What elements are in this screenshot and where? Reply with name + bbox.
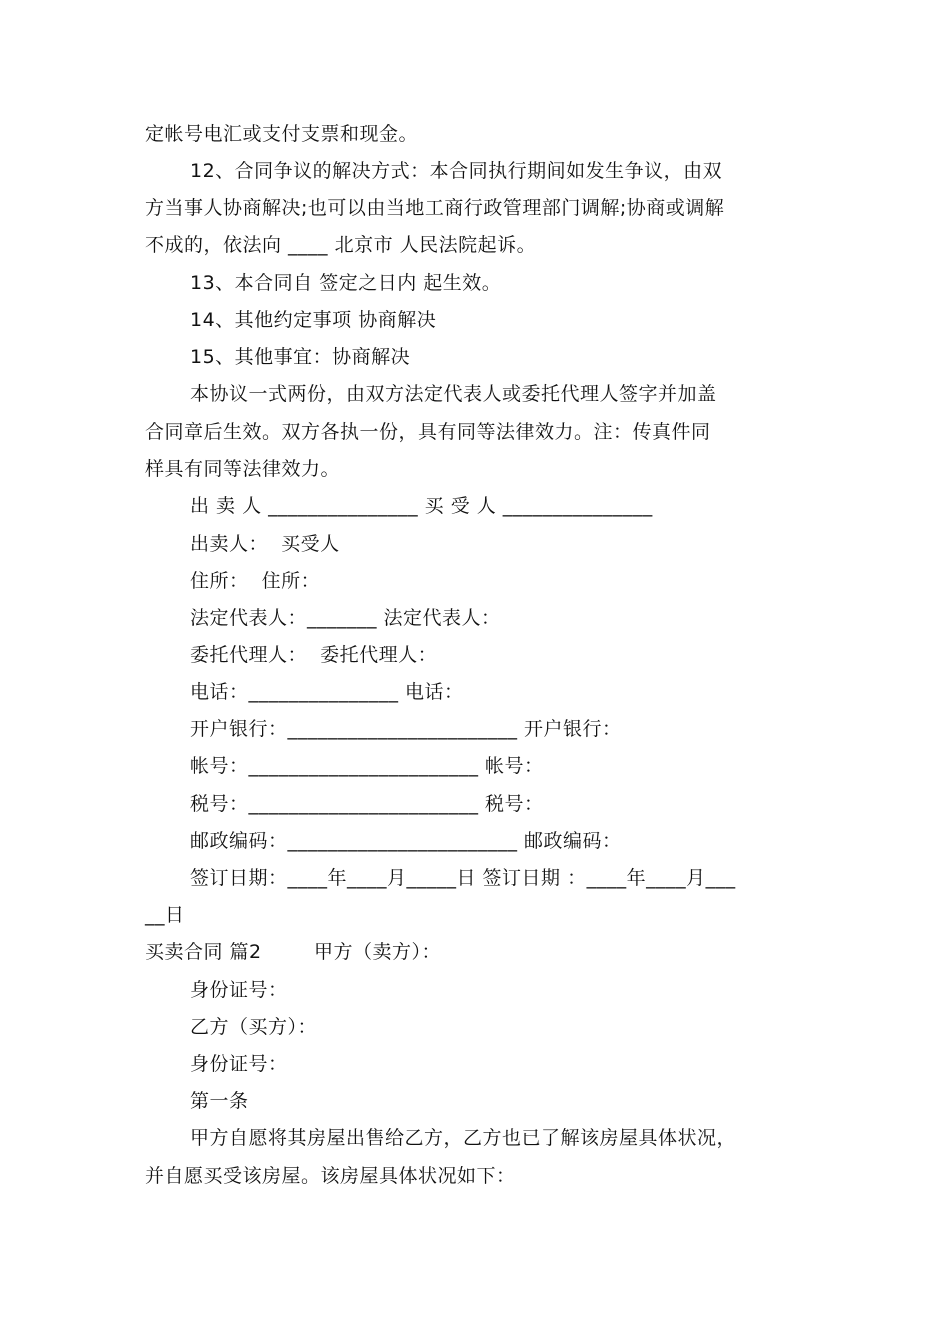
clause-15: 15、其他事宜：协商解决 — [190, 346, 411, 368]
party-b-label: 乙方（买方）： — [190, 1016, 318, 1038]
agreement-line-3: 样具有同等法律效力。 — [145, 458, 341, 480]
tax-id-field: 税号：_______________________ 税号： — [190, 793, 544, 815]
article-1-heading: 第一条 — [190, 1090, 249, 1112]
clause-12-line-3: 不成的，依法向 ____ 北京市 人民法院起诉。 — [145, 234, 537, 256]
legal-rep-field: 法定代表人：_______ 法定代表人： — [190, 607, 501, 629]
postcode-field: 邮政编码：_______________________ 邮政编码： — [190, 830, 622, 852]
clause-12-line-1: 12、合同争议的解决方式：本合同执行期间如发生争议，由双 — [190, 160, 723, 182]
agreement-line-2: 合同章后生效。双方各执一份，具有同等法律效力。注：传真件同 — [145, 421, 711, 443]
phone-field: 电话：_______________ 电话： — [190, 681, 464, 703]
party-a-id-field: 身份证号： — [190, 979, 288, 1001]
article-1-line-2: 并自愿买受该房屋。该房屋具体状况如下： — [145, 1165, 516, 1187]
sign-date-field: 签订日期：____年____月_____日 签订日期 ：____年____月___ — [190, 867, 736, 889]
agent-field: 委托代理人： 委托代理人： — [190, 644, 438, 666]
section-heading-2: 买卖合同 篇2 甲方（卖方）： — [145, 941, 441, 963]
text-line: 定帐号电汇或支付支票和现金。 — [145, 123, 419, 145]
signature-seller-buyer: 出 卖 人 _______________ 买 受 人 _______________ — [190, 495, 653, 517]
bank-field: 开户银行：_______________________ 开户银行： — [190, 718, 622, 740]
clause-13: 13、本合同自 签定之日内 起生效。 — [190, 272, 502, 294]
agreement-line-1: 本协议一式两份，由双方法定代表人或委托代理人签字并加盖 — [190, 383, 717, 405]
article-1-line-1: 甲方自愿将其房屋出售给乙方，乙方也已了解该房屋具体状况， — [190, 1127, 737, 1149]
clause-14: 14、其他约定事项 协商解决 — [190, 309, 437, 331]
seller-buyer-labels: 出卖人： 买受人 — [190, 533, 340, 555]
account-field: 帐号：_______________________ 帐号： — [190, 755, 544, 777]
clause-12-line-2: 方当事人协商解决;也可以由当地工商行政管理部门调解;协商或调解 — [145, 197, 725, 219]
party-b-id-field: 身份证号： — [190, 1053, 288, 1075]
sign-date-continued: __日 — [145, 904, 185, 926]
address-field: 住所： 住所： — [190, 570, 321, 592]
